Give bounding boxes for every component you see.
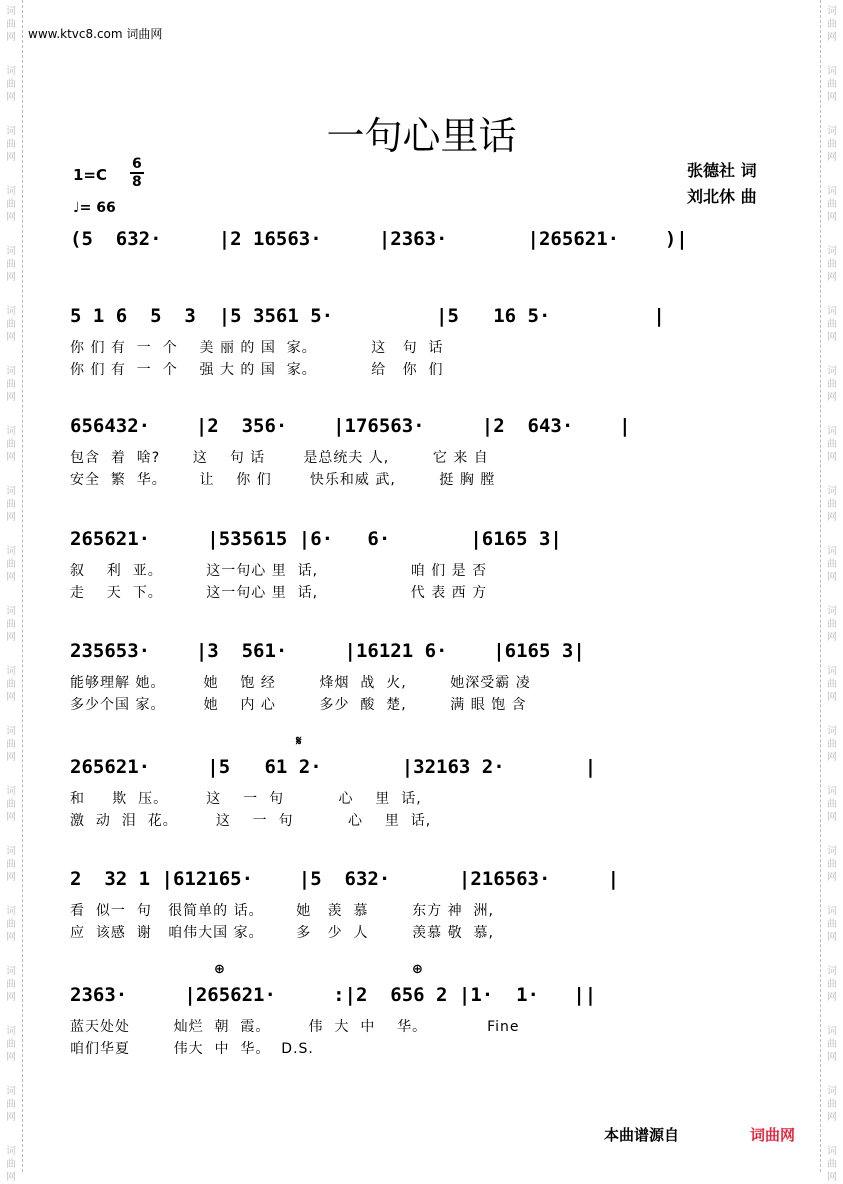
- key-signature: 1=C: [73, 166, 108, 184]
- composer-credit: 刘北休 曲: [687, 187, 757, 206]
- watermark-text: 词 曲 网: [6, 1146, 16, 1183]
- notes-line: 265621· |5 61 2· |32163 2· |: [70, 756, 597, 778]
- watermark-text: 词 曲 网: [6, 1026, 16, 1063]
- lyricist-credit: 张德社 词: [687, 161, 757, 180]
- watermark-text: 词 曲 网: [827, 246, 837, 283]
- watermark-text: 词 曲 网: [827, 786, 837, 823]
- watermark-text: 词 曲 网: [6, 966, 16, 1003]
- watermark-text: 词 曲 网: [827, 546, 837, 583]
- watermark-text: 词 曲 网: [6, 606, 16, 643]
- notes-line: 5 1 6 5 3 |5 3561 5· |5 16 5· |: [70, 305, 665, 327]
- watermark-text: 词 曲 网: [6, 426, 16, 463]
- watermark-text: 词 曲 网: [827, 1146, 837, 1183]
- watermark-text: 词 曲 网: [6, 6, 16, 43]
- watermark-text: 词 曲 网: [6, 546, 16, 583]
- notes-line: 656432· |2 356· |176563· |2 643· |: [70, 415, 631, 437]
- lyrics-verse-2: 多少个国 家。 她 内 心 多少 酸 楚, 满 眼 饱 含: [70, 697, 527, 713]
- notes-line: 235653· |3 561· |16121 6· |6165 3|: [70, 640, 585, 662]
- watermark-text: 词 曲 网: [827, 666, 837, 703]
- watermark-text: 词 曲 网: [827, 6, 837, 43]
- watermark-text: 词 曲 网: [827, 606, 837, 643]
- watermark-text: 词 曲 网: [827, 726, 837, 763]
- time-sig-numerator: 6: [132, 156, 142, 172]
- watermark-text: 词 曲 网: [827, 966, 837, 1003]
- watermark-text: 词 曲 网: [6, 66, 16, 103]
- lyrics-verse-1: 和 欺 压。 这 一 句 心 里 话,: [70, 791, 422, 807]
- watermark-text: 词 曲 网: [6, 846, 16, 883]
- watermark-text: 词 曲 网: [827, 486, 837, 523]
- watermark-text: 词 曲 网: [827, 906, 837, 943]
- coda-marker-2: ⊕: [412, 962, 423, 977]
- brand-link[interactable]: 词曲网: [750, 1126, 796, 1144]
- lyrics-verse-2: 咱们华夏 伟大 中 华。 D.S.: [70, 1041, 314, 1057]
- song-title: 一句心里话: [326, 114, 517, 158]
- watermark-text: 词 曲 网: [6, 1086, 16, 1123]
- lyrics-verse-2: 激 动 泪 花。 这 一 句 心 里 话,: [70, 813, 432, 829]
- segno-marker: 𝄋: [296, 734, 302, 749]
- watermark-text: 词 曲 网: [6, 666, 16, 703]
- lyrics-verse-2: 应 该感 谢 咱伟大国 家。 多 少 人 羡慕 敬 慕,: [70, 925, 494, 941]
- notes-line: 265621· |535615 |6· 6· |6165 3|: [70, 528, 562, 550]
- watermark-text: 词 曲 网: [827, 66, 837, 103]
- notes-line: (5 632· |2 16563· |2363· |265621· )|: [70, 228, 688, 250]
- watermark-text: 词 曲 网: [6, 366, 16, 403]
- coda-marker-1: ⊕: [214, 962, 225, 977]
- watermark-text: 词 曲 网: [6, 486, 16, 523]
- lyrics-verse-1: 能够理解 她。 她 饱 经 烽烟 战 火, 她深受霸 凌: [70, 675, 531, 691]
- tempo-marking: ♩= 66: [73, 200, 116, 216]
- watermark-text: 词 曲 网: [827, 1086, 837, 1123]
- watermark-text: 词 曲 网: [6, 906, 16, 943]
- site-header[interactable]: www.ktvc8.com 词曲网: [28, 27, 163, 41]
- lyrics-verse-1: 叙 利 亚。 这一句心 里 话, 咱 们 是 否: [70, 563, 488, 579]
- watermark-text: 词 曲 网: [827, 306, 837, 343]
- source-label: 本曲谱源自: [604, 1126, 680, 1144]
- watermark-text: 词 曲 网: [6, 246, 16, 283]
- lyrics-verse-1: 看 似一 句 很简单的 话。 她 羡 慕 东方 神 洲,: [70, 903, 494, 919]
- lyrics-verse-2: 安全 繁 华。 让 你 们 快乐和威 武, 挺 胸 膛: [70, 472, 496, 488]
- notes-line: 2 32 1 |612165· |5 632· |216563· |: [70, 868, 620, 890]
- credits: [687, 158, 757, 210]
- watermark-text: 词 曲 网: [6, 186, 16, 223]
- watermark-text: 词 曲 网: [827, 126, 837, 163]
- time-sig-denominator: 8: [132, 174, 142, 190]
- lyrics-verse-1: 你 们 有 一 个 美 丽 的 国 家。 这 句 话: [70, 340, 444, 356]
- watermark-text: 词 曲 网: [6, 126, 16, 163]
- lyrics-verse-1: 蓝天处处 灿烂 朝 霞。 伟 大 中 华。 Fine: [70, 1019, 520, 1035]
- watermark-text: 词 曲 网: [827, 426, 837, 463]
- lyrics-verse-2: 你 们 有 一 个 强 大 的 国 家。 给 你 们: [70, 362, 444, 378]
- watermark-text: 词 曲 网: [827, 366, 837, 403]
- watermark-text: 词 曲 网: [827, 186, 837, 223]
- lyrics-verse-1: 包含 着 啥? 这 句 话 是总统夫 人, 它 来 自: [70, 450, 489, 466]
- notes-line: 2363· |265621· :|2 656 2 |1· 1· ||: [70, 984, 597, 1006]
- watermark-text: 词 曲 网: [6, 726, 16, 763]
- watermark-text: 词 曲 网: [6, 786, 16, 823]
- time-signature: [130, 156, 144, 190]
- watermark-text: 词 曲 网: [6, 306, 16, 343]
- watermark-text: 词 曲 网: [827, 1026, 837, 1063]
- lyrics-verse-2: 走 天 下。 这一句心 里 话, 代 表 西 方: [70, 585, 488, 601]
- watermark-text: 词 曲 网: [827, 846, 837, 883]
